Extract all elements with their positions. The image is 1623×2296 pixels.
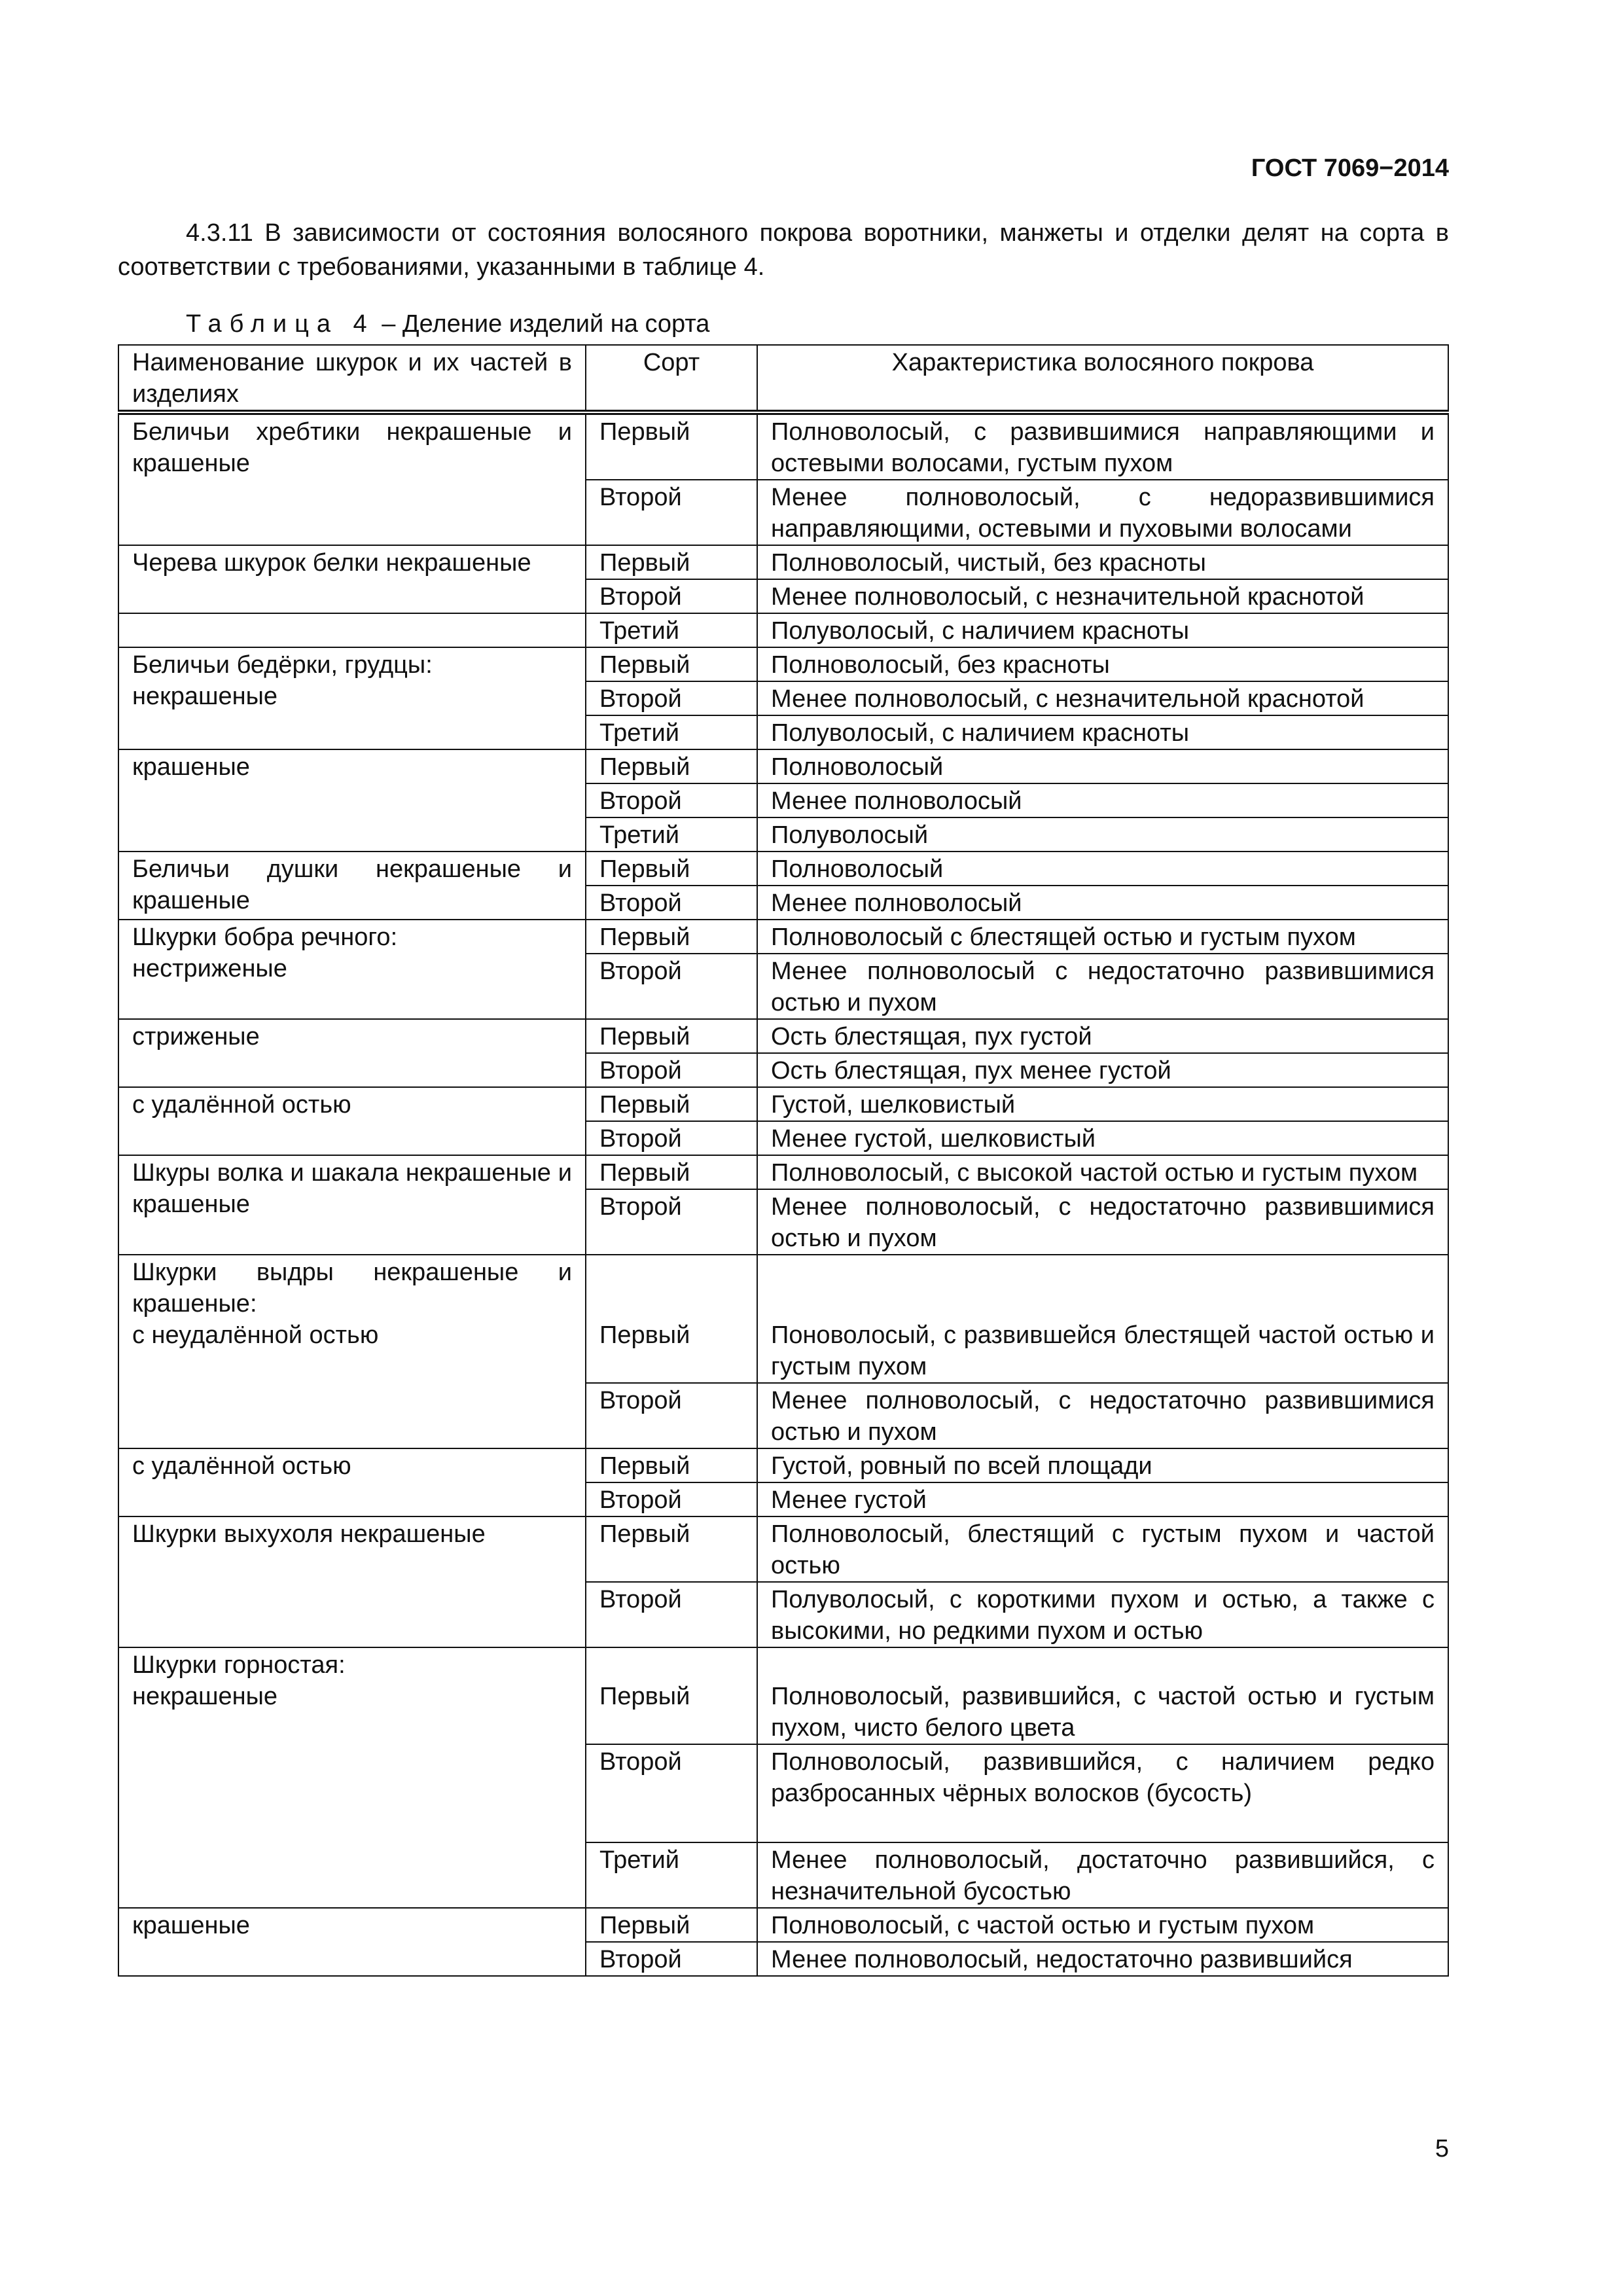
cell-grade: Первый (586, 1647, 757, 1744)
cell-grade: Второй (586, 954, 757, 1019)
cell-description: Полноволосый, чистый, без красноты (757, 545, 1448, 579)
cell-description: Менее полноволосый, с недоразвившимися направляющими, остевыми и пуховыми волосами (757, 480, 1448, 545)
cell-name: с удалённой остью (118, 1448, 586, 1516)
grades-table (118, 344, 1449, 1977)
table-row (118, 412, 1448, 480)
cell-description: Менее полноволосый, достаточно развившийся, с незначительной бусостью (757, 1842, 1448, 1908)
cell-description: Менее полноволосый, с недостаточно развившимися остью и пухом (757, 1383, 1448, 1448)
cell-name-line: с неудалённой остью (132, 1321, 379, 1349)
cell-description: Полноволосый, без красноты (757, 647, 1448, 681)
table-row (118, 647, 1448, 681)
cell-grade: Третий (586, 817, 757, 852)
cell-description: Менее густой, шелковистый (757, 1121, 1448, 1155)
table-caption (186, 310, 709, 338)
cell-grade: Второй (586, 681, 757, 715)
cell-grade: Первый (586, 1087, 757, 1121)
cell-description: Полуволосый, с наличием красноты (757, 715, 1448, 749)
cell-name-empty (118, 613, 586, 647)
cell-grade: Второй (586, 1383, 757, 1448)
intro-paragraph (118, 216, 1449, 284)
cell-description: Полноволосый (757, 852, 1448, 886)
cell-grade: Второй (586, 579, 757, 613)
table-row (118, 1019, 1448, 1053)
cell-description: Полноволосый, с частой остью и густым пухом (757, 1908, 1448, 1942)
cell-description: Менее полноволосый, с незначительной краснотой (757, 579, 1448, 613)
cell-grade: Второй (586, 886, 757, 920)
cell-description: Полноволосый с блестящей остью и густым пухом (757, 920, 1448, 954)
cell-name-line: Шкурки бобра речного: (132, 924, 398, 951)
cell-description: Ость блестящая, пух менее густой (757, 1053, 1448, 1087)
cell-name: Черева шкурок белки некрашеные (118, 545, 586, 613)
cell-grade: Второй (586, 1053, 757, 1087)
cell-name: крашеные (118, 1908, 586, 1976)
cell-description: Менее полноволосый (757, 783, 1448, 817)
cell-grade: Второй (586, 1482, 757, 1516)
cell-grade: Второй (586, 1942, 757, 1976)
cell-name-line: нестриженые (132, 955, 287, 982)
cell-description: Полуволосый (757, 817, 1448, 852)
cell-grade: Второй (586, 783, 757, 817)
cell-description: Полуволосый, с наличием красноты (757, 613, 1448, 647)
table-row (118, 1908, 1448, 1942)
header-name: Наименование шкурок и их частей в изделиях (118, 345, 586, 412)
cell-grade: Первый (586, 852, 757, 886)
table-caption-label: Таблица 4 (186, 310, 375, 338)
table-header-row (118, 345, 1448, 412)
cell-name (118, 1647, 586, 1908)
cell-name-line: Беличьи бедёрки, грудцы: (132, 651, 433, 679)
cell-name: Шкурки выхухоля некрашеные (118, 1516, 586, 1647)
cell-grade: Первый (586, 647, 757, 681)
intro-text: 4.3.11 В зависимости от состояния волосяного покрова воротники, манжеты и отделки делят на сорта в соответствии с требованиями, указанными в таблице 4. (118, 219, 1449, 281)
cell-grade: Второй (586, 1121, 757, 1155)
cell-grade: Второй (586, 1189, 757, 1255)
cell-grade: Третий (586, 715, 757, 749)
cell-name (118, 647, 586, 749)
cell-description: Полноволосый, блестящий с густым пухом и частой остью (757, 1516, 1448, 1582)
cell-description: Менее полноволосый, с недостаточно развившимися остью и пухом (757, 1189, 1448, 1255)
table-row (118, 1255, 1448, 1383)
table-row (118, 852, 1448, 886)
cell-name-line: некрашеные (132, 683, 278, 710)
cell-name (118, 920, 586, 1019)
cell-grade: Первый (586, 1516, 757, 1582)
cell-name (118, 1255, 586, 1448)
cell-description: Полуволосый, с короткими пухом и остью, а также с высокими, но редкими пухом и остью (757, 1582, 1448, 1647)
table-row (118, 613, 1448, 647)
cell-description: Менее полноволосый, с незначительной краснотой (757, 681, 1448, 715)
cell-grade: Первый (586, 1155, 757, 1189)
cell-grade: Первый (586, 412, 757, 480)
cell-description: Полноволосый (757, 749, 1448, 783)
cell-description: Полноволосый, развившийся, с наличием редко разбросанных чёрных волосков (бусость) (757, 1744, 1448, 1842)
cell-grade: Второй (586, 480, 757, 545)
cell-description: Густой, шелковистый (757, 1087, 1448, 1121)
cell-name: Беличьи душки некрашеные и крашеные (118, 852, 586, 920)
cell-grade: Второй (586, 1582, 757, 1647)
cell-name: Беличьи хребтики некрашеные и крашеные (118, 412, 586, 545)
page-number: 5 (1435, 2135, 1449, 2162)
cell-name: с удалённой остью (118, 1087, 586, 1155)
cell-description: Ость блестящая, пух густой (757, 1019, 1448, 1053)
cell-grade: Первый (586, 1255, 757, 1383)
cell-grade: Первый (586, 920, 757, 954)
cell-description: Полноволосый, развившийся, с частой остью и густым пухом, чисто белого цвета (757, 1647, 1448, 1744)
cell-grade: Первый (586, 1448, 757, 1482)
cell-name-line: некрашеные (132, 1683, 278, 1710)
table-row (118, 1155, 1448, 1189)
cell-description: Поноволосый, с развившейся блестящей частой остью и густым пухом (757, 1255, 1448, 1383)
cell-name: крашеные (118, 749, 586, 852)
cell-description: Густой, ровный по всей площади (757, 1448, 1448, 1482)
cell-name-line: Шкурки горностая: (132, 1651, 346, 1679)
header-grade: Сорт (586, 345, 757, 412)
header-description: Характеристика волосяного покрова (757, 345, 1448, 412)
cell-name: Шкуры волка и шакала некрашеные и крашеные (118, 1155, 586, 1255)
table-row (118, 545, 1448, 579)
cell-grade: Третий (586, 1842, 757, 1908)
table-row (118, 1647, 1448, 1744)
cell-grade: Первый (586, 1019, 757, 1053)
cell-name-line: Шкурки выдры некрашеные и крашеные: (132, 1259, 572, 1318)
cell-description: Менее полноволосый (757, 886, 1448, 920)
cell-grade: Первый (586, 545, 757, 579)
cell-grade: Второй (586, 1744, 757, 1842)
cell-grade: Первый (586, 749, 757, 783)
table-row (118, 920, 1448, 954)
cell-grade: Третий (586, 613, 757, 647)
cell-description: Менее полноволосый, недостаточно развившийся (757, 1942, 1448, 1976)
table-row (118, 1516, 1448, 1582)
cell-name: стриженые (118, 1019, 586, 1087)
cell-description: Менее густой (757, 1482, 1448, 1516)
cell-description: Полноволосый, с высокой частой остью и густым пухом (757, 1155, 1448, 1189)
table-row (118, 1087, 1448, 1121)
table-caption-text: – Деление изделий на сорта (374, 310, 710, 338)
cell-grade: Первый (586, 1908, 757, 1942)
table-row (118, 1448, 1448, 1482)
cell-description: Полноволосый, с развившимися направляющими и остевыми волосами, густым пухом (757, 412, 1448, 480)
cell-description: Менее полноволосый с недостаточно развившимися остью и пухом (757, 954, 1448, 1019)
document-id: ГОСТ 7069−2014 (1251, 154, 1449, 182)
table-row (118, 749, 1448, 783)
